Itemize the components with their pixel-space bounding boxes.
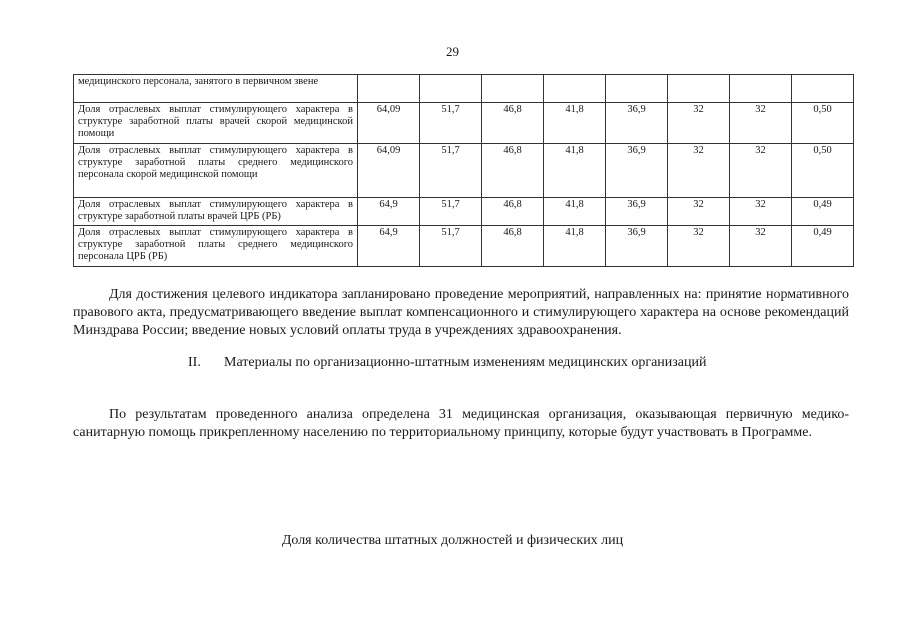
value-cell: 32 xyxy=(730,198,792,226)
value-cell: 51,7 xyxy=(420,226,482,267)
table-row xyxy=(74,75,854,103)
value-cell: 46,8 xyxy=(482,198,544,226)
page-number: 29 xyxy=(446,44,459,59)
value-cell: 32 xyxy=(730,144,792,198)
value-cell: 36,9 xyxy=(606,226,668,267)
value-cell: 64,9 xyxy=(358,226,420,267)
paragraph-analysis xyxy=(73,406,849,442)
value-cell: 41,8 xyxy=(544,103,606,144)
paragraph-analysis-text: По результатам проведенного анализа определена 31 медицинская организация, оказывающая первичную медико-санитарную помощь прикрепленному населению по территориальному принципу, которые будут участвовать в Программе. xyxy=(73,407,849,440)
value-cell: 46,8 xyxy=(482,144,544,198)
value-cell xyxy=(792,75,854,103)
paragraph-measures xyxy=(73,286,849,340)
value-cell xyxy=(606,75,668,103)
value-cell: 41,8 xyxy=(544,198,606,226)
table-row xyxy=(74,198,854,226)
value-cell: 51,7 xyxy=(420,198,482,226)
value-cell: 64,09 xyxy=(358,144,420,198)
row-label: медицинского персонала, занятого в первичном звене xyxy=(74,75,358,103)
value-cell xyxy=(358,75,420,103)
value-cell: 64,9 xyxy=(358,198,420,226)
value-cell: 0,49 xyxy=(792,198,854,226)
value-cell: 32 xyxy=(668,226,730,267)
table-row xyxy=(74,226,854,267)
table-row xyxy=(74,144,854,198)
row-label: Доля отраслевых выплат стимулирующего характера в структуре заработной платы среднего медицинского персонала скорой медицинской помощи xyxy=(74,144,358,198)
value-cell: 32 xyxy=(668,198,730,226)
section-heading xyxy=(188,354,707,372)
value-cell: 41,8 xyxy=(544,144,606,198)
value-cell: 36,9 xyxy=(606,103,668,144)
value-cell: 0,50 xyxy=(792,103,854,144)
section-title: Материалы по организационно-штатным изменениям медицинских организаций xyxy=(224,355,707,370)
value-cell: 51,7 xyxy=(420,144,482,198)
table-row xyxy=(74,103,854,144)
value-cell: 0,50 xyxy=(792,144,854,198)
value-cell: 51,7 xyxy=(420,103,482,144)
value-cell xyxy=(420,75,482,103)
value-cell: 0,49 xyxy=(792,226,854,267)
value-cell xyxy=(544,75,606,103)
row-label: Доля отраслевых выплат стимулирующего характера в структуре заработной платы среднего медицинского персонала ЦРБ (РБ) xyxy=(74,226,358,267)
value-cell: 36,9 xyxy=(606,144,668,198)
paragraph-measures-text: Для достижения целевого индикатора запланировано проведение мероприятий, направленных на: принятие нормативного правового акта, предусматривающего введение выплат компенсационного и стимулирующего характера на основе рекомендаций Минздрава России; введение новых условий оплаты труда в учреждениях здравоохранения. xyxy=(73,287,849,338)
value-cell: 32 xyxy=(668,103,730,144)
value-cell xyxy=(730,75,792,103)
value-cell: 46,8 xyxy=(482,103,544,144)
value-cell xyxy=(668,75,730,103)
indicator-table xyxy=(73,74,854,267)
value-cell xyxy=(482,75,544,103)
value-cell: 46,8 xyxy=(482,226,544,267)
row-label: Доля отраслевых выплат стимулирующего характера в структуре заработной платы врачей скорой медицинской помощи xyxy=(74,103,358,144)
value-cell: 32 xyxy=(668,144,730,198)
row-label: Доля отраслевых выплат стимулирующего характера в структуре заработной платы врачей ЦРБ (РБ) xyxy=(74,198,358,226)
value-cell: 41,8 xyxy=(544,226,606,267)
section-number: II. xyxy=(188,355,201,370)
value-cell: 32 xyxy=(730,226,792,267)
value-cell: 32 xyxy=(730,103,792,144)
value-cell: 36,9 xyxy=(606,198,668,226)
table-caption: Доля количества штатных должностей и физических лиц xyxy=(281,533,624,548)
value-cell: 64,09 xyxy=(358,103,420,144)
